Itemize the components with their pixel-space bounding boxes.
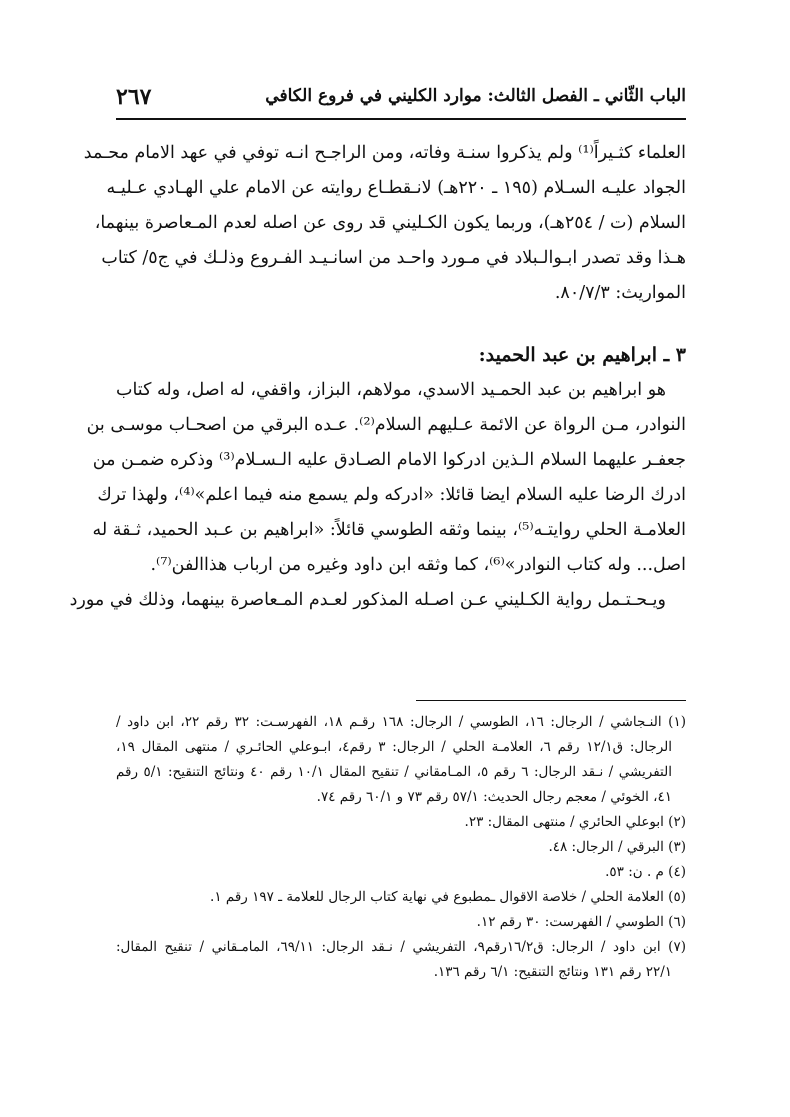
- footnote-rule: [416, 700, 686, 701]
- running-header: [116, 84, 686, 120]
- text-line: العلماء كثـيراً⁽¹⁾ ولم يذكروا سنـة وفاته، ومن الراجـح انـه توفي في عهد الامام محـمد: [83, 143, 686, 163]
- text-line: ادرك الرضا عليه السلام ايضا قائلا: «ادركه ولم يسمع منه فيما اعلم»⁽⁴⁾، ولهذا ترك: [97, 485, 686, 505]
- main-text: [69, 136, 686, 618]
- footnotes: [116, 710, 686, 985]
- text-line: هو ابراهيم بن عبد الحمـيد الاسدي، مولاهم، البزاز، واقفي، له اصل، وله كتاب: [116, 380, 666, 400]
- footnote-line: (٧) ابن داود / الرجال: ق١٦/٢رقم٩، التفريشي / نـقد الرجال: ٦٩/١١، المامـقاني / تنقيح المقال:: [116, 939, 686, 955]
- footnote-line: (٦) الطوسي / الفهرست: ٣٠ رقم ١٢.: [476, 914, 686, 930]
- text-line: السلام (ت / ٢٥٤هـ)، وربما يكون الكـليني قد روى عن اصله لعدم المـعاصرة بينهما،: [94, 213, 686, 233]
- footnote-line: (٢) ابوعلي الحائري / منتهى المقال: ٢٣.: [464, 814, 686, 830]
- footnote-line: ٢٢/١ رقم ١٣١ ونتائج التنقيح: ٦/١ رقم ١٣٦.: [433, 964, 672, 980]
- text-line: هـذا وقد تصدر ابـوالـبلاد في مـورد واحـد من اسانـيـد الفـروع وذلـك في ج٥/ كتاب: [101, 248, 686, 268]
- text-line: الجواد عليـه السـلام (١٩٥ ـ ٢٢٠هـ) لانـقطـاع روايته عن الامام علي الهـادي عـليـه: [106, 178, 686, 198]
- text-line: النوادر، مـن الرواة عن الائمة عـليهم السلام⁽²⁾. عـده البرقي من اصحـاب موسـى بن: [86, 415, 686, 435]
- footnote-line: ٤١، الخوئي / معجم رجال الحديث: ٥٧/١ رقم ٧٣ و ٦٠/١ رقم ٧٤.: [316, 789, 672, 805]
- chapter-title: الباب الثّاني ـ الفصل الثالث: موارد الكليني في فروع الكافي: [265, 86, 686, 106]
- text-line: العلامـة الحلي روايتـه⁽⁵⁾، بينما وثقه الطوسي قائلاً: «ابراهيم بن عـبد الحميد، ثـقة له: [92, 520, 686, 540]
- footnote-line: (٥) العلامة الحلي / خلاصة الاقوال ـمطبوع في نهاية كتاب الرجال للعلامة ـ ١٩٧ رقم ١.: [210, 889, 686, 905]
- page-number: ٢٦٧: [116, 84, 152, 110]
- text-line: جعفـر عليهما السلام الـذين ادركوا الامام الصـادق عليه الـسـلام⁽³⁾ وذكره ضمـن من: [92, 450, 686, 470]
- footnote-line: التفريشي / نـقد الرجال: ٦ رقم ٥، المـامقاني / تنقيح المقال ١٠/١ رقم ٤٠ ونتائج التنقيح: ٥/١ رقم: [116, 764, 672, 780]
- text-line: المواريث: ٨٠/٧/٣.: [554, 283, 686, 303]
- footnote-line: (٣) البرقي / الرجال: ٤٨.: [548, 839, 686, 855]
- footnote-line: (٤) م . ن: ٥٣.: [605, 864, 686, 880]
- footnote-line: (١) النـجاشي / الرجال: ١٦، الطوسي / الرجال: ١٦٨ رقـم ١٨، الفهرسـت: ٣٢ رقم ٢٢، ابن داود /: [116, 714, 686, 730]
- header-rule: [116, 118, 686, 120]
- text-line: اصل... وله كتاب النوادر»⁽⁶⁾، كما وثقه ابن داود وغيره من ارباب هذاالفن⁽⁷⁾.: [150, 555, 686, 575]
- footnote-line: الرجال: ق١٢/١ رقم ٦، العلامـة الحلي / الرجال: ٣ رقم٤، ابـوعلي الحائـري / منتهى المقال ١٩،: [116, 739, 673, 755]
- section-heading: ٣ ـ ابراهيم بن عبد الحميد:: [478, 344, 686, 366]
- text-line: ويـحـتـمل رواية الكـليني عـن اصـله المذكور لعـدم المـعاصرة بينهما، وذلك في مورد: [69, 590, 666, 610]
